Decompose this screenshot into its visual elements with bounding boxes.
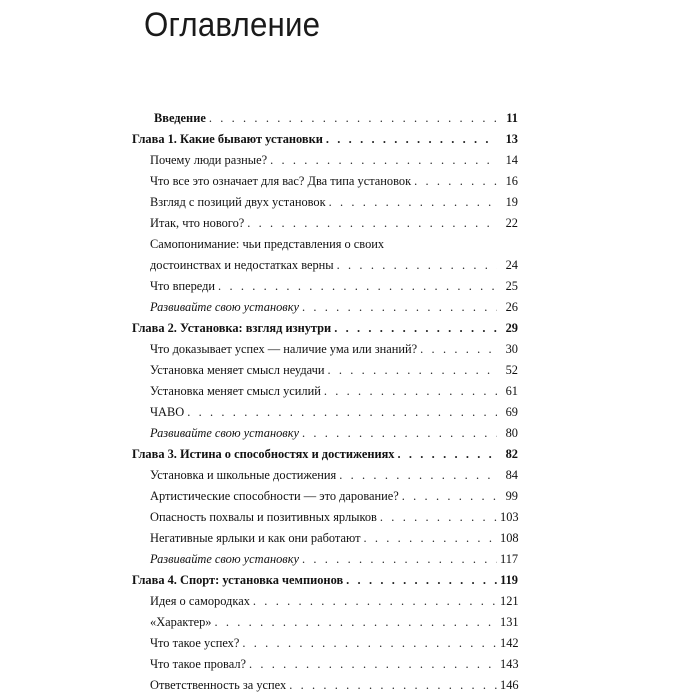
toc-page-number: 24 bbox=[505, 258, 518, 272]
toc-page-number: 30 bbox=[505, 342, 518, 356]
toc-page-number: 25 bbox=[505, 279, 518, 293]
toc-entry-title-continued: достоинствах и недостатках верны bbox=[150, 258, 334, 272]
toc-entry-title: «Характер» bbox=[150, 615, 212, 629]
toc-chapter-3 bbox=[132, 441, 518, 462]
toc-entry-title: Артистические способности — это дарование? bbox=[150, 489, 399, 503]
toc-page-number: 117 bbox=[500, 552, 519, 566]
toc-entry-title: Глава 1. Какие бывают установки bbox=[132, 132, 323, 146]
toc-entry-title: Опасность похвалы и позитивных ярлыков bbox=[150, 510, 377, 524]
toc-page-number: 146 bbox=[500, 678, 519, 692]
dot-leader bbox=[414, 174, 497, 189]
toc-entry bbox=[132, 630, 518, 651]
dot-leader bbox=[334, 321, 497, 336]
toc-chapter-4 bbox=[132, 567, 518, 588]
dot-leader bbox=[398, 447, 498, 462]
toc-entry bbox=[132, 378, 518, 399]
dot-leader bbox=[329, 195, 497, 210]
toc-page-number: 119 bbox=[500, 573, 518, 587]
toc-entry bbox=[132, 609, 518, 630]
toc-entry-title: Что такое успех? bbox=[150, 636, 240, 650]
toc-page-number: 142 bbox=[500, 636, 519, 650]
toc-entry-title: Что доказывает успех — наличие ума или знаний? bbox=[150, 342, 418, 356]
toc-page-number: 69 bbox=[505, 405, 518, 419]
toc-entry-title: Глава 2. Установка: взгляд изнутри bbox=[132, 321, 332, 335]
toc-entry-title: Развивайте свою установку bbox=[150, 552, 299, 566]
toc-entry bbox=[132, 357, 518, 378]
toc-page-number: 52 bbox=[505, 363, 518, 377]
dot-leader bbox=[324, 384, 497, 399]
table-of-contents bbox=[132, 105, 518, 693]
toc-entry-title: Почему люди разные? bbox=[150, 153, 268, 167]
toc-page-number: 131 bbox=[500, 615, 519, 629]
toc-entry bbox=[132, 525, 518, 546]
toc-page-number: 61 bbox=[505, 384, 518, 398]
toc-page-number: 26 bbox=[505, 300, 518, 314]
dot-leader bbox=[363, 531, 497, 546]
toc-page-number: 19 bbox=[505, 195, 518, 209]
toc-page-number: 11 bbox=[506, 111, 518, 125]
toc-entry bbox=[132, 336, 518, 357]
dot-leader bbox=[337, 258, 497, 273]
dot-leader bbox=[215, 615, 498, 630]
toc-entry-title: Глава 4. Спорт: установка чемпионов bbox=[132, 573, 344, 587]
dot-leader bbox=[420, 342, 497, 357]
toc-entry-exercise bbox=[132, 294, 518, 315]
toc-entry-title: Идея о самородках bbox=[150, 594, 250, 608]
toc-page-number: 22 bbox=[505, 216, 518, 230]
toc-page-number: 13 bbox=[505, 132, 518, 146]
toc-entry-title: Развивайте свою установку bbox=[150, 426, 299, 440]
page-title: Оглавление bbox=[144, 6, 321, 44]
toc-entry-title: Что впереди bbox=[150, 279, 216, 293]
toc-entry-title: Самопонимание: чьи представления о своих bbox=[150, 237, 385, 251]
dot-leader bbox=[302, 426, 497, 441]
toc-entry-line-1 bbox=[132, 231, 518, 252]
toc-entry-title: Что все это означает для вас? Два типа установок bbox=[150, 174, 412, 188]
toc-page-number: 84 bbox=[505, 468, 518, 482]
toc-page-number: 16 bbox=[505, 174, 518, 188]
toc-entry bbox=[132, 504, 518, 525]
toc-entry bbox=[132, 651, 518, 672]
toc-entry-title: ЧАВО bbox=[150, 405, 185, 419]
toc-entry-exercise bbox=[132, 420, 518, 441]
toc-entry-exercise bbox=[132, 546, 518, 567]
dot-leader bbox=[328, 363, 498, 378]
dot-leader bbox=[209, 111, 497, 126]
toc-chapter-1 bbox=[132, 126, 518, 147]
toc-entry-title: Развивайте свою установку bbox=[150, 300, 299, 314]
toc-entry bbox=[132, 273, 518, 294]
toc-entry-title: Негативные ярлыки и как они работают bbox=[150, 531, 361, 545]
toc-entry bbox=[132, 399, 518, 420]
toc-entry-title: Введение bbox=[154, 111, 206, 125]
toc-entry-title: Итак, что нового? bbox=[150, 216, 245, 230]
toc-entry-line-2 bbox=[132, 252, 518, 273]
toc-entry-intro bbox=[132, 105, 518, 126]
dot-leader bbox=[302, 300, 497, 315]
toc-entry bbox=[132, 147, 518, 168]
toc-entry bbox=[132, 588, 518, 609]
dot-leader bbox=[380, 510, 497, 525]
dot-leader bbox=[326, 132, 497, 147]
toc-entry-title: Взгляд с позиций двух установок bbox=[150, 195, 326, 209]
dot-leader bbox=[218, 279, 497, 294]
toc-chapter-2 bbox=[132, 315, 518, 336]
dot-leader bbox=[247, 216, 497, 231]
toc-entry bbox=[132, 483, 518, 504]
toc-entry-title: Установка меняет смысл усилий bbox=[150, 384, 321, 398]
toc-entry-title: Установка и школьные достижения bbox=[150, 468, 337, 482]
toc-entry-title: Установка меняет смысл неудачи bbox=[150, 363, 325, 377]
dot-leader bbox=[339, 468, 497, 483]
dot-leader bbox=[253, 594, 497, 609]
toc-page-number: 82 bbox=[505, 447, 518, 461]
toc-page-number: 103 bbox=[500, 510, 519, 524]
toc-entry bbox=[132, 672, 518, 693]
toc-entry bbox=[132, 189, 518, 210]
dot-leader bbox=[289, 678, 497, 693]
dot-leader bbox=[187, 405, 497, 420]
dot-leader bbox=[242, 636, 497, 651]
toc-entry-title: Ответственность за успех bbox=[150, 678, 287, 692]
dot-leader bbox=[402, 489, 497, 504]
toc-page-number: 80 bbox=[505, 426, 518, 440]
toc-entry bbox=[132, 462, 518, 483]
toc-entry bbox=[132, 210, 518, 231]
toc-page-number: 14 bbox=[505, 153, 518, 167]
toc-page-number: 29 bbox=[505, 321, 518, 335]
toc-entry-title: Что такое провал? bbox=[150, 657, 246, 671]
dot-leader bbox=[249, 657, 497, 672]
dot-leader bbox=[346, 573, 497, 588]
toc-entry-title: Глава 3. Истина о способностях и достижениях bbox=[132, 447, 395, 461]
toc-page-number: 108 bbox=[500, 531, 519, 545]
toc-entry bbox=[132, 168, 518, 189]
toc-page-number: 99 bbox=[505, 489, 518, 503]
toc-page-number: 143 bbox=[500, 657, 519, 671]
dot-leader bbox=[302, 552, 497, 567]
dot-leader bbox=[270, 153, 497, 168]
toc-page-number: 121 bbox=[500, 594, 519, 608]
